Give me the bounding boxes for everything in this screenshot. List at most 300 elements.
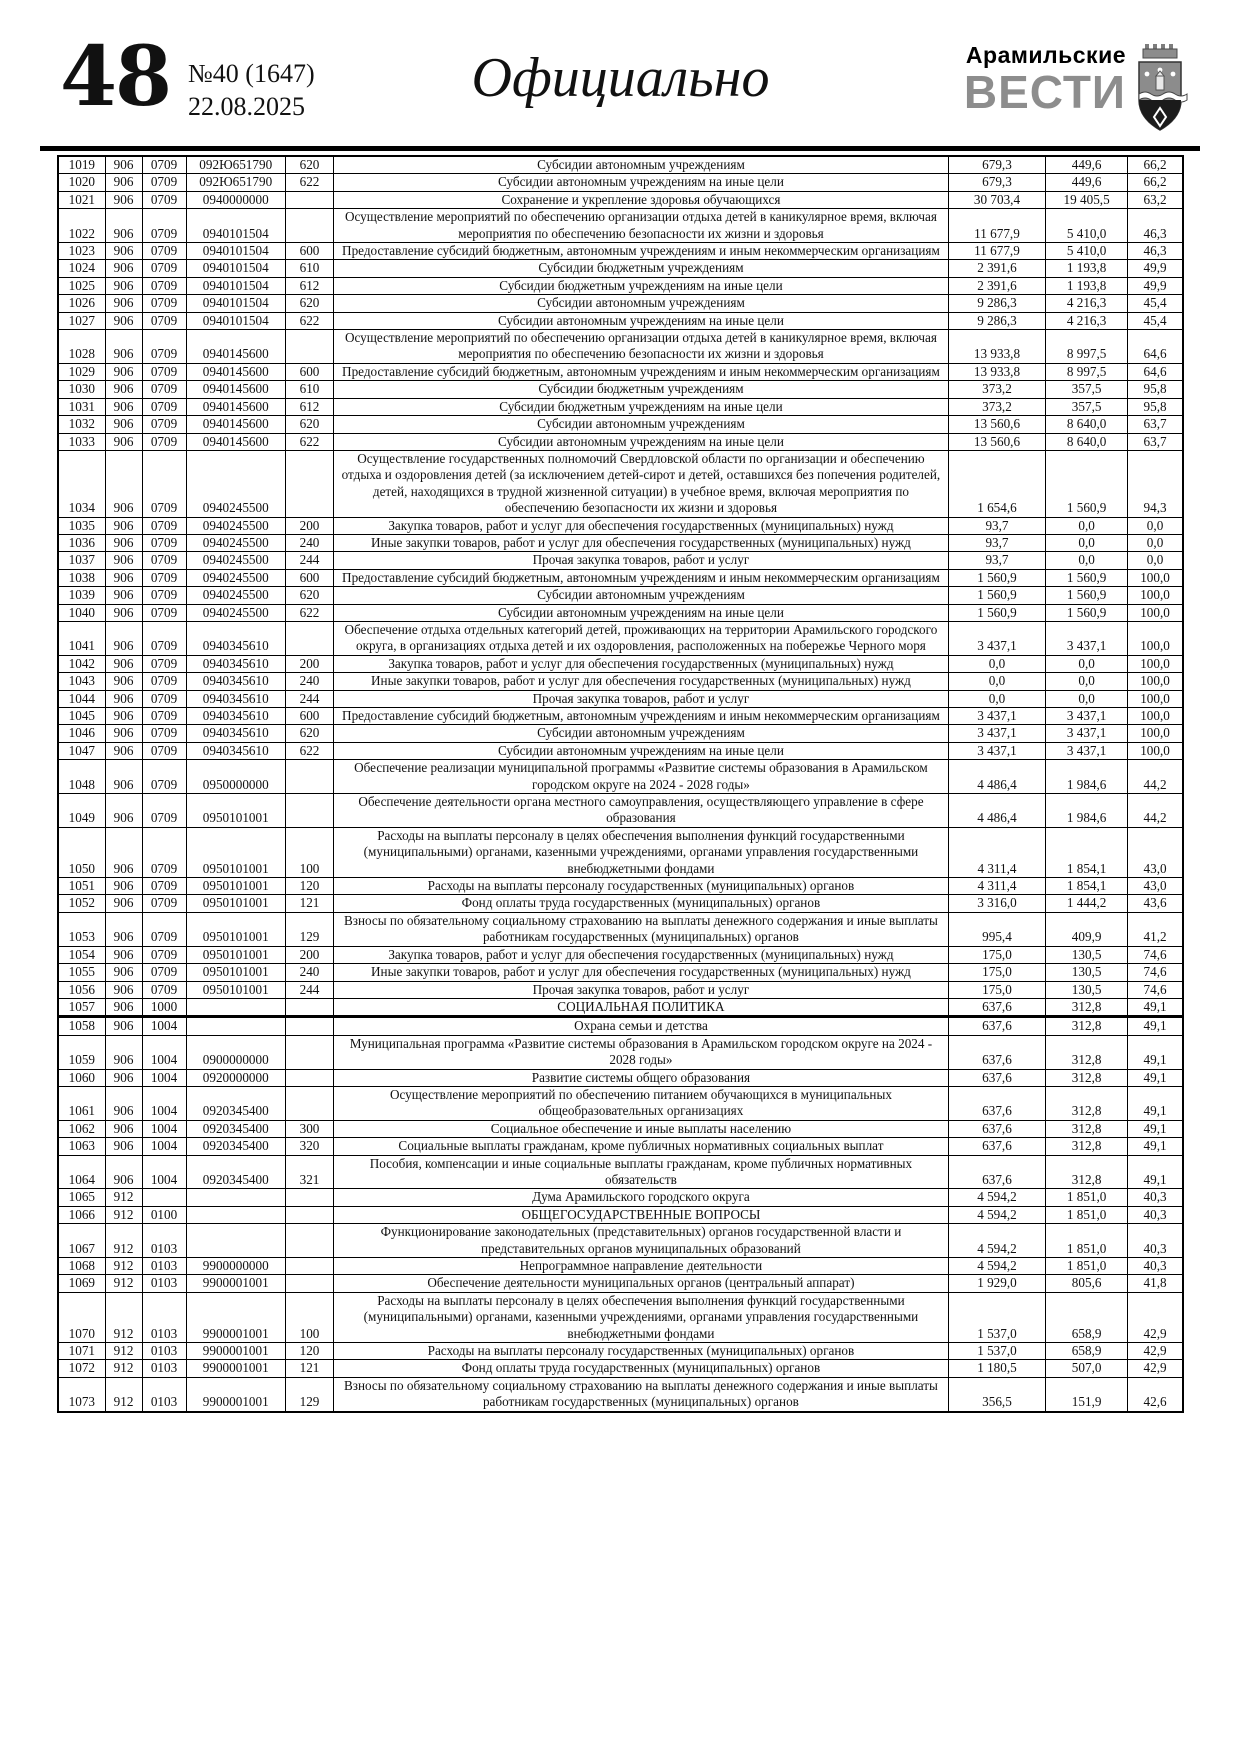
grbs-code-cell: 906 [105,690,142,707]
row-number-cell: 1044 [58,690,105,707]
executed-amount-cell: 449,6 [1046,174,1128,191]
target-article-code-cell: 0950101001 [186,827,285,877]
expense-name-cell: Предоставление субсидий бюджетным, автономным учреждениям и иным некоммерческим организациям [334,243,949,260]
expense-name-cell: СОЦИАЛЬНАЯ ПОЛИТИКА [334,998,949,1016]
target-article-code-cell: 9900001001 [186,1377,285,1411]
row-number-cell: 1052 [58,895,105,912]
section-code-cell: 0709 [142,673,186,690]
executed-amount-cell: 0,0 [1046,690,1128,707]
section-code-cell: 1004 [142,1120,186,1137]
table-row [58,621,1183,655]
section-code-cell: 0103 [142,1343,186,1360]
plan-amount-cell: 637,6 [948,1069,1045,1086]
grbs-code-cell: 912 [105,1360,142,1377]
table-row [58,363,1183,380]
executed-amount-cell: 1 193,8 [1046,260,1128,277]
grbs-code-cell: 906 [105,433,142,450]
grbs-code-cell: 906 [105,981,142,998]
expense-type-code-cell: 600 [285,569,333,586]
section-code-cell: 0709 [142,416,186,433]
executed-amount-cell: 312,8 [1046,1069,1128,1086]
plan-amount-cell: 4 486,4 [948,794,1045,828]
page-number: 48 [60,29,171,125]
grbs-code-cell: 906 [105,450,142,517]
row-number-cell: 1036 [58,534,105,551]
percent-cell: 45,4 [1128,312,1183,329]
grbs-code-cell: 906 [105,260,142,277]
percent-cell: 40,3 [1128,1224,1183,1258]
target-article-code-cell [186,1189,285,1206]
percent-cell: 64,6 [1128,330,1183,364]
grbs-code-cell: 906 [105,1086,142,1120]
plan-amount-cell: 637,6 [948,1017,1045,1035]
expense-type-code-cell: 129 [285,912,333,946]
row-number-cell: 1025 [58,277,105,294]
grbs-code-cell: 906 [105,1155,142,1189]
plan-amount-cell: 679,3 [948,156,1045,174]
expense-type-code-cell: 622 [285,742,333,759]
percent-cell: 46,3 [1128,209,1183,243]
table-row [58,725,1183,742]
executed-amount-cell: 1 854,1 [1046,878,1128,895]
grbs-code-cell: 906 [105,156,142,174]
percent-cell: 100,0 [1128,621,1183,655]
grbs-code-cell: 906 [105,209,142,243]
percent-cell: 100,0 [1128,604,1183,621]
expense-type-code-cell: 622 [285,312,333,329]
row-number-cell: 1043 [58,673,105,690]
executed-amount-cell: 312,8 [1046,1120,1128,1137]
row-number-cell: 1027 [58,312,105,329]
executed-amount-cell: 805,6 [1046,1275,1128,1292]
plan-amount-cell: 637,6 [948,1120,1045,1137]
expense-name-cell: Расходы на выплаты персоналу в целях обеспечения выполнения функций государственными (муниципальными) органами, казенными учреждениями, органами управления государственными внебюджетными фондами [334,827,949,877]
table-row [58,1120,1183,1137]
target-article-code-cell: 0940245500 [186,604,285,621]
table-row [58,760,1183,794]
plan-amount-cell: 637,6 [948,1035,1045,1069]
plan-amount-cell: 0,0 [948,673,1045,690]
target-article-code-cell: 0920000000 [186,1069,285,1086]
table-row [58,174,1183,191]
grbs-code-cell: 906 [105,604,142,621]
executed-amount-cell: 3 437,1 [1046,708,1128,725]
table-row [58,156,1183,174]
plan-amount-cell: 2 391,6 [948,277,1045,294]
grbs-code-cell: 906 [105,912,142,946]
expense-name-cell: Расходы на выплаты персоналу в целях обеспечения выполнения функций государственными (муниципальными) органами, казенными учреждениями, органами управления государственными внебюджетными фондами [334,1292,949,1342]
row-number-cell: 1055 [58,964,105,981]
expense-name-cell: ОБЩЕГОСУДАРСТВЕННЫЕ ВОПРОСЫ [334,1206,949,1223]
expense-type-code-cell [285,1275,333,1292]
table-row [58,1138,1183,1155]
plan-amount-cell: 11 677,9 [948,243,1045,260]
percent-cell: 49,1 [1128,1069,1183,1086]
executed-amount-cell: 8 997,5 [1046,330,1128,364]
executed-amount-cell: 312,8 [1046,998,1128,1016]
row-number-cell: 1073 [58,1377,105,1411]
expense-name-cell: Субсидии автономным учреждениям [334,416,949,433]
row-number-cell: 1021 [58,191,105,208]
grbs-code-cell: 906 [105,1120,142,1137]
target-article-code-cell: 0950101001 [186,946,285,963]
section-code-cell: 0709 [142,604,186,621]
section-code-cell: 1004 [142,1017,186,1035]
executed-amount-cell: 1 854,1 [1046,827,1128,877]
table-row [58,1377,1183,1411]
grbs-code-cell: 906 [105,569,142,586]
grbs-code-cell: 906 [105,1069,142,1086]
executed-amount-cell: 1 560,9 [1046,604,1128,621]
target-article-code-cell: 0950101001 [186,878,285,895]
row-number-cell: 1041 [58,621,105,655]
executed-amount-cell: 1 560,9 [1046,587,1128,604]
expense-type-code-cell: 620 [285,295,333,312]
row-number-cell: 1059 [58,1035,105,1069]
target-article-code-cell: 092Ю651790 [186,174,285,191]
target-article-code-cell: 9900000000 [186,1258,285,1275]
expense-name-cell: Субсидии автономным учреждениям на иные цели [334,174,949,191]
table-row [58,1206,1183,1223]
expense-name-cell: Предоставление субсидий бюджетным, автономным учреждениям и иным некоммерческим организациям [334,708,949,725]
percent-cell: 42,6 [1128,1377,1183,1411]
table-row [58,1069,1183,1086]
grbs-code-cell: 906 [105,243,142,260]
row-number-cell: 1065 [58,1189,105,1206]
expense-type-code-cell: 622 [285,604,333,621]
row-number-cell: 1033 [58,433,105,450]
section-code-cell: 0709 [142,964,186,981]
table-row [58,416,1183,433]
row-number-cell: 1023 [58,243,105,260]
plan-amount-cell: 4 594,2 [948,1258,1045,1275]
grbs-code-cell: 906 [105,174,142,191]
executed-amount-cell: 1 851,0 [1046,1206,1128,1223]
grbs-code-cell: 906 [105,964,142,981]
target-article-code-cell: 0940145600 [186,363,285,380]
row-number-cell: 1053 [58,912,105,946]
percent-cell: 43,0 [1128,827,1183,877]
section-code-cell: 0709 [142,794,186,828]
grbs-code-cell: 912 [105,1224,142,1258]
expense-type-code-cell: 100 [285,827,333,877]
section-code-cell: 0709 [142,946,186,963]
plan-amount-cell: 13 933,8 [948,363,1045,380]
expense-name-cell: Осуществление государственных полномочий Свердловской области по организации и обеспечению отдыха и оздоровления детей (за исключением детей-сирот и детей, оставшихся без попечения родителей, детей, находящихся в трудной жизненной ситуации) в учебное время, включая мероприятия по обеспечению безопасности их жизни и здоровья [334,450,949,517]
grbs-code-cell: 912 [105,1258,142,1275]
percent-cell: 42,9 [1128,1343,1183,1360]
grbs-code-cell: 912 [105,1292,142,1342]
grbs-code-cell: 906 [105,381,142,398]
expense-type-code-cell: 244 [285,981,333,998]
expense-name-cell: Расходы на выплаты персоналу государственных (муниципальных) органов [334,1343,949,1360]
executed-amount-cell: 1 851,0 [1046,1189,1128,1206]
section-code-cell: 0709 [142,191,186,208]
section-code-cell: 0709 [142,260,186,277]
executed-amount-cell: 0,0 [1046,552,1128,569]
grbs-code-cell: 906 [105,1017,142,1035]
grbs-code-cell: 906 [105,1138,142,1155]
table-row [58,690,1183,707]
target-article-code-cell: 0940145600 [186,433,285,450]
table-row [58,878,1183,895]
grbs-code-cell: 906 [105,1035,142,1069]
plan-amount-cell: 356,5 [948,1377,1045,1411]
executed-amount-cell: 0,0 [1046,534,1128,551]
table-row [58,895,1183,912]
percent-cell: 63,7 [1128,433,1183,450]
grbs-code-cell: 906 [105,760,142,794]
expense-type-code-cell: 120 [285,1343,333,1360]
section-code-cell: 0709 [142,277,186,294]
expense-name-cell: Субсидии автономным учреждениям на иные цели [334,604,949,621]
percent-cell: 41,2 [1128,912,1183,946]
section-code-cell: 0709 [142,156,186,174]
expense-type-code-cell: 320 [285,1138,333,1155]
target-article-code-cell: 0940245500 [186,534,285,551]
row-number-cell: 1045 [58,708,105,725]
table-row [58,552,1183,569]
table-row [58,946,1183,963]
target-article-code-cell: 0940245500 [186,552,285,569]
target-article-code-cell: 0940000000 [186,191,285,208]
executed-amount-cell: 8 640,0 [1046,433,1128,450]
expense-type-code-cell: 240 [285,673,333,690]
section-code-cell: 0709 [142,742,186,759]
brand-name-bottom: ВЕСТИ [963,66,1126,118]
expense-type-code-cell: 622 [285,433,333,450]
table-row [58,1292,1183,1342]
grbs-code-cell: 906 [105,655,142,672]
percent-cell: 74,6 [1128,946,1183,963]
table-row [58,587,1183,604]
percent-cell: 49,1 [1128,1035,1183,1069]
target-article-code-cell: 0940145600 [186,398,285,415]
table-row [58,708,1183,725]
percent-cell: 95,8 [1128,381,1183,398]
budget-table-wrap [57,155,1184,1413]
expense-name-cell: Закупка товаров, работ и услуг для обеспечения государственных (муниципальных) нужд [334,517,949,534]
expense-name-cell: Субсидии автономным учреждениям [334,156,949,174]
target-article-code-cell: 9900001001 [186,1360,285,1377]
row-number-cell: 1038 [58,569,105,586]
expense-type-code-cell [285,1206,333,1223]
target-article-code-cell: 0940345610 [186,725,285,742]
grbs-code-cell: 906 [105,330,142,364]
table-row [58,604,1183,621]
percent-cell: 74,6 [1128,964,1183,981]
plan-amount-cell: 4 594,2 [948,1224,1045,1258]
percent-cell: 100,0 [1128,708,1183,725]
issue-number: №40 (1647) [188,59,315,88]
expense-name-cell: Закупка товаров, работ и услуг для обеспечения государственных (муниципальных) нужд [334,655,949,672]
expense-type-code-cell [285,1189,333,1206]
expense-name-cell: Субсидии автономным учреждениям на иные цели [334,312,949,329]
target-article-code-cell: 0940345610 [186,690,285,707]
plan-amount-cell: 373,2 [948,398,1045,415]
plan-amount-cell: 175,0 [948,946,1045,963]
expense-type-code-cell: 129 [285,1377,333,1411]
expense-type-code-cell [285,760,333,794]
expense-type-code-cell: 610 [285,381,333,398]
table-row [58,1017,1183,1035]
expense-type-code-cell: 620 [285,416,333,433]
target-article-code-cell: 9900001001 [186,1275,285,1292]
row-number-cell: 1031 [58,398,105,415]
row-number-cell: 1060 [58,1069,105,1086]
row-number-cell: 1037 [58,552,105,569]
row-number-cell: 1020 [58,174,105,191]
grbs-code-cell: 906 [105,998,142,1016]
percent-cell: 43,0 [1128,878,1183,895]
plan-amount-cell: 175,0 [948,981,1045,998]
plan-amount-cell: 4 311,4 [948,827,1045,877]
percent-cell: 0,0 [1128,552,1183,569]
expense-type-code-cell: 244 [285,552,333,569]
expense-name-cell: Развитие системы общего образования [334,1069,949,1086]
expense-name-cell: Осуществление мероприятий по обеспечению питанием обучающихся в муниципальных общеобразовательных организациях [334,1086,949,1120]
executed-amount-cell: 3 437,1 [1046,725,1128,742]
percent-cell: 46,3 [1128,243,1183,260]
expense-name-cell: Взносы по обязательному социальному страхованию на выплаты денежного содержания и иные выплаты работникам государственных (муниципальных) органов [334,912,949,946]
expense-name-cell: Предоставление субсидий бюджетным, автономным учреждениям и иным некоммерческим организациям [334,363,949,380]
percent-cell: 63,7 [1128,416,1183,433]
plan-amount-cell: 3 437,1 [948,725,1045,742]
row-number-cell: 1070 [58,1292,105,1342]
section-code-cell: 0709 [142,569,186,586]
plan-amount-cell: 679,3 [948,174,1045,191]
plan-amount-cell: 3 437,1 [948,742,1045,759]
grbs-code-cell: 906 [105,742,142,759]
section-code-cell: 0709 [142,690,186,707]
table-row [58,312,1183,329]
table-row [58,209,1183,243]
expense-name-cell: Социальные выплаты гражданам, кроме публичных нормативных социальных выплат [334,1138,949,1155]
executed-amount-cell: 3 437,1 [1046,742,1128,759]
expense-name-cell: Субсидии автономным учреждениям на иные цели [334,742,949,759]
percent-cell: 49,1 [1128,1138,1183,1155]
row-number-cell: 1048 [58,760,105,794]
percent-cell: 42,9 [1128,1292,1183,1342]
expense-name-cell: Обеспечение деятельности муниципальных органов (центральный аппарат) [334,1275,949,1292]
section-code-cell: 0103 [142,1258,186,1275]
expense-type-code-cell: 620 [285,725,333,742]
expense-type-code-cell [285,794,333,828]
target-article-code-cell: 0950101001 [186,981,285,998]
executed-amount-cell: 5 410,0 [1046,209,1128,243]
expense-name-cell: Предоставление субсидий бюджетным, автономным учреждениям и иным некоммерческим организациям [334,569,949,586]
expense-type-code-cell [285,1258,333,1275]
table-row [58,1343,1183,1360]
row-number-cell: 1050 [58,827,105,877]
executed-amount-cell: 8 640,0 [1046,416,1128,433]
plan-amount-cell: 13 560,6 [948,433,1045,450]
percent-cell: 94,3 [1128,450,1183,517]
grbs-code-cell: 912 [105,1275,142,1292]
executed-amount-cell: 449,6 [1046,156,1128,174]
expense-type-code-cell: 240 [285,534,333,551]
executed-amount-cell: 507,0 [1046,1360,1128,1377]
executed-amount-cell: 1 560,9 [1046,450,1128,517]
row-number-cell: 1047 [58,742,105,759]
target-article-code-cell: 0940345610 [186,673,285,690]
plan-amount-cell: 995,4 [948,912,1045,946]
target-article-code-cell: 0940345610 [186,742,285,759]
section-code-cell: 0709 [142,433,186,450]
row-number-cell: 1064 [58,1155,105,1189]
plan-amount-cell: 637,6 [948,998,1045,1016]
plan-amount-cell: 30 703,4 [948,191,1045,208]
section-code-cell: 0709 [142,655,186,672]
percent-cell: 0,0 [1128,534,1183,551]
target-article-code-cell [186,1206,285,1223]
plan-amount-cell: 1 654,6 [948,450,1045,517]
expense-type-code-cell: 240 [285,964,333,981]
plan-amount-cell: 0,0 [948,655,1045,672]
table-row [58,673,1183,690]
section-code-cell: 0709 [142,895,186,912]
row-number-cell: 1049 [58,794,105,828]
percent-cell: 44,2 [1128,760,1183,794]
executed-amount-cell: 5 410,0 [1046,243,1128,260]
percent-cell: 66,2 [1128,156,1183,174]
expense-type-code-cell: 200 [285,946,333,963]
target-article-code-cell: 0940101504 [186,295,285,312]
section-code-cell: 0709 [142,981,186,998]
executed-amount-cell: 151,9 [1046,1377,1128,1411]
masthead-rule [40,146,1200,151]
percent-cell: 100,0 [1128,569,1183,586]
target-article-code-cell: 0920345400 [186,1120,285,1137]
target-article-code-cell: 0920345400 [186,1155,285,1189]
expense-type-code-cell: 200 [285,655,333,672]
percent-cell: 42,9 [1128,1360,1183,1377]
percent-cell: 74,6 [1128,981,1183,998]
target-article-code-cell: 0950101001 [186,912,285,946]
row-number-cell: 1056 [58,981,105,998]
expense-type-code-cell: 120 [285,878,333,895]
expense-name-cell: Иные закупки товаров, работ и услуг для обеспечения государственных (муниципальных) нужд [334,964,949,981]
target-article-code-cell: 0900000000 [186,1035,285,1069]
grbs-code-cell: 906 [105,895,142,912]
expense-type-code-cell [285,998,333,1016]
percent-cell: 49,1 [1128,1017,1183,1035]
plan-amount-cell: 175,0 [948,964,1045,981]
plan-amount-cell: 1 560,9 [948,569,1045,586]
grbs-code-cell: 906 [105,191,142,208]
expense-type-code-cell: 200 [285,517,333,534]
grbs-code-cell: 906 [105,708,142,725]
section-code-cell: 0103 [142,1275,186,1292]
expense-name-cell: Осуществление мероприятий по обеспечению организации отдыха детей в каникулярное время, включая мероприятия по обеспечению безопасности их жизни и здоровья [334,330,949,364]
expense-name-cell: Иные закупки товаров, работ и услуг для обеспечения государственных (муниципальных) нужд [334,673,949,690]
target-article-code-cell: 0940245500 [186,450,285,517]
section-code-cell: 0103 [142,1360,186,1377]
plan-amount-cell: 3 437,1 [948,621,1045,655]
target-article-code-cell: 0940101504 [186,277,285,294]
row-number-cell: 1022 [58,209,105,243]
plan-amount-cell: 637,6 [948,1155,1045,1189]
executed-amount-cell: 0,0 [1046,517,1128,534]
grbs-code-cell: 906 [105,416,142,433]
table-row [58,742,1183,759]
section-code-cell: 0709 [142,621,186,655]
grbs-code-cell: 906 [105,552,142,569]
grbs-code-cell: 906 [105,363,142,380]
row-number-cell: 1051 [58,878,105,895]
table-row [58,295,1183,312]
row-number-cell: 1028 [58,330,105,364]
